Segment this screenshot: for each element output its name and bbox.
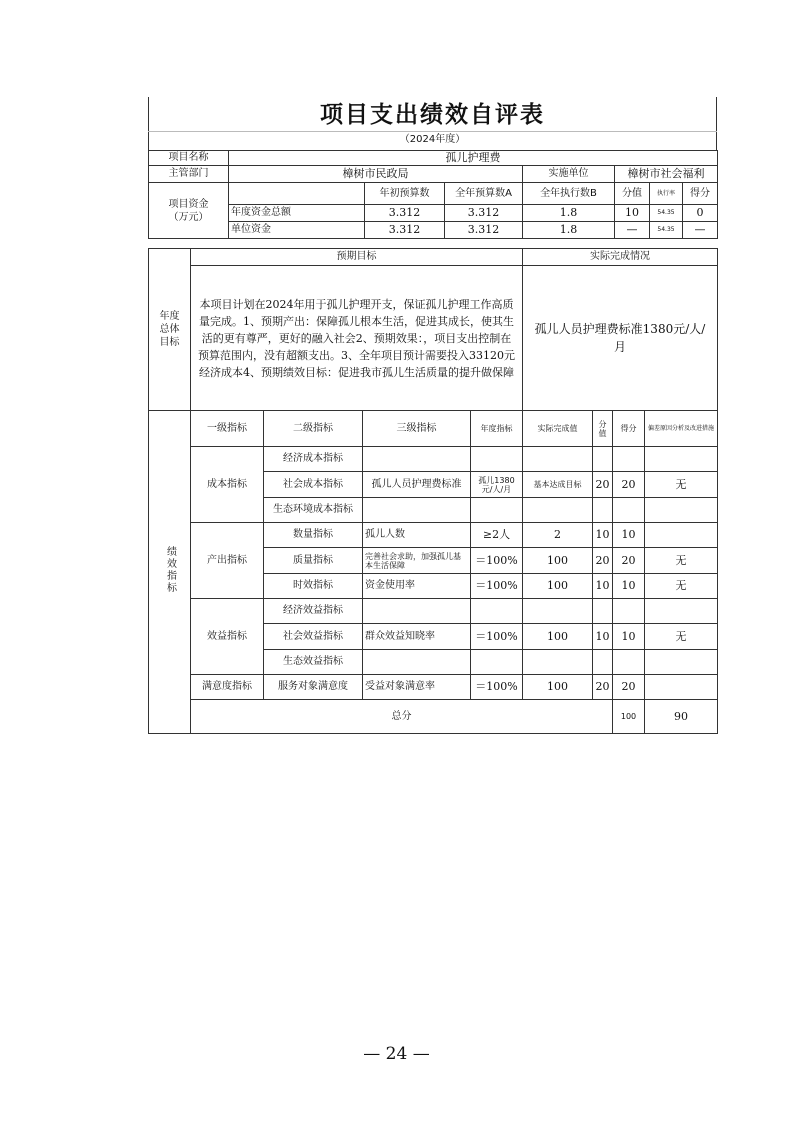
row-social-benefit-l2: 社会效益指标 bbox=[264, 624, 363, 650]
row-quality-value: 20 bbox=[593, 548, 613, 574]
funds-row-unit-score: — bbox=[683, 222, 718, 239]
funds-header-exec: 全年执行数B bbox=[523, 183, 615, 205]
funds-header-blank bbox=[229, 183, 365, 205]
funds-row-unit-exec: 1.8 bbox=[523, 222, 615, 239]
row-quality-target: ＝100% bbox=[471, 548, 523, 574]
page-number: — 24 — bbox=[363, 1044, 430, 1064]
row-quality-note: 无 bbox=[645, 548, 718, 574]
row-satisfaction-l3: 受益对象满意率 bbox=[363, 675, 471, 700]
row-social-cost-l2: 社会成本指标 bbox=[264, 472, 363, 498]
ind-header-l2: 二级指标 bbox=[264, 411, 363, 447]
funds-header-value: 分值 bbox=[615, 183, 650, 205]
funds-row-unit-label: 单位资金 bbox=[229, 222, 365, 239]
ind-header-target: 年度指标 bbox=[471, 411, 523, 447]
funds-row-total-exec: 1.8 bbox=[523, 205, 615, 222]
row-satisfaction-l2: 服务对象满意度 bbox=[264, 675, 363, 700]
row-econ-cost-actual bbox=[523, 447, 593, 472]
row-social-cost-actual: 基本达成目标 bbox=[523, 472, 593, 498]
row-eco-benefit-l3 bbox=[363, 650, 471, 675]
indicator-table bbox=[148, 410, 718, 734]
row-eco-cost-value bbox=[593, 498, 613, 523]
funds-row-unit-full: 3.312 bbox=[445, 222, 523, 239]
row-eco-cost-target bbox=[471, 498, 523, 523]
row-timeliness-actual: 100 bbox=[523, 574, 593, 599]
row-social-cost-score: 20 bbox=[613, 472, 645, 498]
funds-header-full: 全年预算数A bbox=[445, 183, 523, 205]
ind-header-note: 偏差原因分析及改进措施 bbox=[645, 411, 718, 447]
row-timeliness-value: 10 bbox=[593, 574, 613, 599]
row-social-cost-note: 无 bbox=[645, 472, 718, 498]
row-econ-cost-target bbox=[471, 447, 523, 472]
total-value: 100 bbox=[613, 700, 645, 734]
label-impl-unit: 实施单位 bbox=[523, 166, 615, 183]
funds-row-unit-initial: 3.312 bbox=[365, 222, 445, 239]
row-quantity-l3: 孤儿人数 bbox=[363, 523, 471, 548]
label-department: 主管部门 bbox=[149, 166, 229, 183]
row-timeliness-target: ＝100% bbox=[471, 574, 523, 599]
row-social-cost-value: 20 bbox=[593, 472, 613, 498]
funds-row-total-score: 0 bbox=[683, 205, 718, 222]
row-econ-benefit-value bbox=[593, 599, 613, 624]
row-econ-benefit-actual bbox=[523, 599, 593, 624]
row-quantity-note bbox=[645, 523, 718, 548]
page-subtitle: （2024年度） bbox=[399, 134, 466, 145]
goal-header-expected: 预期目标 bbox=[191, 249, 523, 266]
total-label: 总分 bbox=[191, 700, 613, 734]
row-econ-cost-score bbox=[613, 447, 645, 472]
ind-header-actual: 实际完成值 bbox=[523, 411, 593, 447]
row-quality-l3: 完善社会求助，加强孤儿基本生活保障 bbox=[363, 548, 471, 574]
row-eco-cost-score bbox=[613, 498, 645, 523]
group-cost: 成本指标 bbox=[191, 447, 264, 523]
funds-header-score: 得分 bbox=[683, 183, 718, 205]
row-social-benefit-value: 10 bbox=[593, 624, 613, 650]
row-social-benefit-l3: 群众效益知晓率 bbox=[363, 624, 471, 650]
row-social-benefit-score: 10 bbox=[613, 624, 645, 650]
group-output: 产出指标 bbox=[191, 523, 264, 599]
row-social-benefit-actual: 100 bbox=[523, 624, 593, 650]
row-eco-cost-l3 bbox=[363, 498, 471, 523]
row-social-cost-target: 孤儿1380元/人/月 bbox=[471, 472, 523, 498]
row-quantity-value: 10 bbox=[593, 523, 613, 548]
row-satisfaction-score: 20 bbox=[613, 675, 645, 700]
row-quality-actual: 100 bbox=[523, 548, 593, 574]
ind-header-l1: 一级指标 bbox=[191, 411, 264, 447]
row-timeliness-note: 无 bbox=[645, 574, 718, 599]
row-social-cost-l3: 孤儿人员护理费标准 bbox=[363, 472, 471, 498]
row-econ-cost-note bbox=[645, 447, 718, 472]
row-eco-benefit-score bbox=[613, 650, 645, 675]
actual-goal-text: 孤儿人员护理费标准1380元/人/月 bbox=[523, 266, 718, 411]
row-quantity-l2: 数量指标 bbox=[264, 523, 363, 548]
row-econ-cost-l3 bbox=[363, 447, 471, 472]
ind-header-l3: 三级指标 bbox=[363, 411, 471, 447]
row-econ-benefit-target bbox=[471, 599, 523, 624]
row-eco-benefit-value bbox=[593, 650, 613, 675]
funds-row-total-value: 10 bbox=[615, 205, 650, 222]
group-benefit: 效益指标 bbox=[191, 599, 264, 675]
row-timeliness-l3: 资金使用率 bbox=[363, 574, 471, 599]
row-eco-benefit-target bbox=[471, 650, 523, 675]
row-econ-cost-l2: 经济成本指标 bbox=[264, 447, 363, 472]
row-econ-benefit-score bbox=[613, 599, 645, 624]
row-eco-benefit-actual bbox=[523, 650, 593, 675]
ind-header-score: 得分 bbox=[613, 411, 645, 447]
annual-goal-table bbox=[148, 248, 718, 411]
row-satisfaction-actual: 100 bbox=[523, 675, 593, 700]
row-quantity-score: 10 bbox=[613, 523, 645, 548]
row-quantity-target: ≥2人 bbox=[471, 523, 523, 548]
row-eco-cost-actual bbox=[523, 498, 593, 523]
department-value: 樟树市民政局 bbox=[229, 166, 523, 183]
goal-header-actual: 实际完成情况 bbox=[523, 249, 718, 266]
row-satisfaction-note bbox=[645, 675, 718, 700]
label-project-name: 项目名称 bbox=[149, 151, 229, 166]
row-econ-benefit-note bbox=[645, 599, 718, 624]
row-eco-cost-l2: 生态环境成本指标 bbox=[264, 498, 363, 523]
ind-header-value: 分值 bbox=[593, 411, 613, 447]
row-quality-l2: 质量指标 bbox=[264, 548, 363, 574]
row-econ-benefit-l2: 经济效益指标 bbox=[264, 599, 363, 624]
funds-row-total-label: 年度资金总额 bbox=[229, 205, 365, 222]
row-social-benefit-target: ＝100% bbox=[471, 624, 523, 650]
impl-unit-value: 樟树市社会福利 bbox=[615, 166, 718, 183]
page-title: 项目支出绩效自评表 bbox=[320, 102, 545, 128]
row-econ-cost-value bbox=[593, 447, 613, 472]
row-satisfaction-target: ＝100% bbox=[471, 675, 523, 700]
funds-row-unit-value: — bbox=[615, 222, 650, 239]
row-social-benefit-note: 无 bbox=[645, 624, 718, 650]
row-eco-cost-note bbox=[645, 498, 718, 523]
row-timeliness-l2: 时效指标 bbox=[264, 574, 363, 599]
total-score: 90 bbox=[645, 700, 718, 734]
group-satisfaction: 满意度指标 bbox=[191, 675, 264, 700]
project-name-value: 孤儿护理费 bbox=[229, 151, 718, 166]
funds-header-rate: 执行率 bbox=[650, 183, 683, 205]
row-satisfaction-value: 20 bbox=[593, 675, 613, 700]
funds-row-total-full: 3.312 bbox=[445, 205, 523, 222]
project-info-table bbox=[148, 150, 718, 239]
row-quality-score: 20 bbox=[613, 548, 645, 574]
label-annual-goal: 年度 总体 目标 bbox=[149, 249, 191, 411]
row-quantity-actual: 2 bbox=[523, 523, 593, 548]
row-eco-benefit-l2: 生态效益指标 bbox=[264, 650, 363, 675]
row-timeliness-score: 10 bbox=[613, 574, 645, 599]
row-econ-benefit-l3 bbox=[363, 599, 471, 624]
perf-indicator-text: 绩效指标 bbox=[164, 546, 176, 594]
funds-row-total-initial: 3.312 bbox=[365, 205, 445, 222]
funds-header-initial: 年初预算数 bbox=[365, 183, 445, 205]
label-funds: 项目资金 （万元） bbox=[149, 183, 229, 239]
funds-row-unit-rate: 54.35 bbox=[650, 222, 683, 239]
row-eco-benefit-note bbox=[645, 650, 718, 675]
funds-row-total-rate: 54.35 bbox=[650, 205, 683, 222]
label-perf-indicator bbox=[149, 411, 191, 734]
expected-goal-text: 本项目计划在2024年用于孤儿护理开支，保证孤儿护理工作高质量完成。1、预期产出：保障孤儿根本生活，促进其成长，使其生活的更有尊严，更好的融入社会2、预期效果：，项目支出控制在预算范围内，没有超额支出。3、全年项目预计需要投入33120元经济成本4、预期绩效目标：促进我市孤儿生活质量的提升做保障 bbox=[191, 266, 523, 411]
